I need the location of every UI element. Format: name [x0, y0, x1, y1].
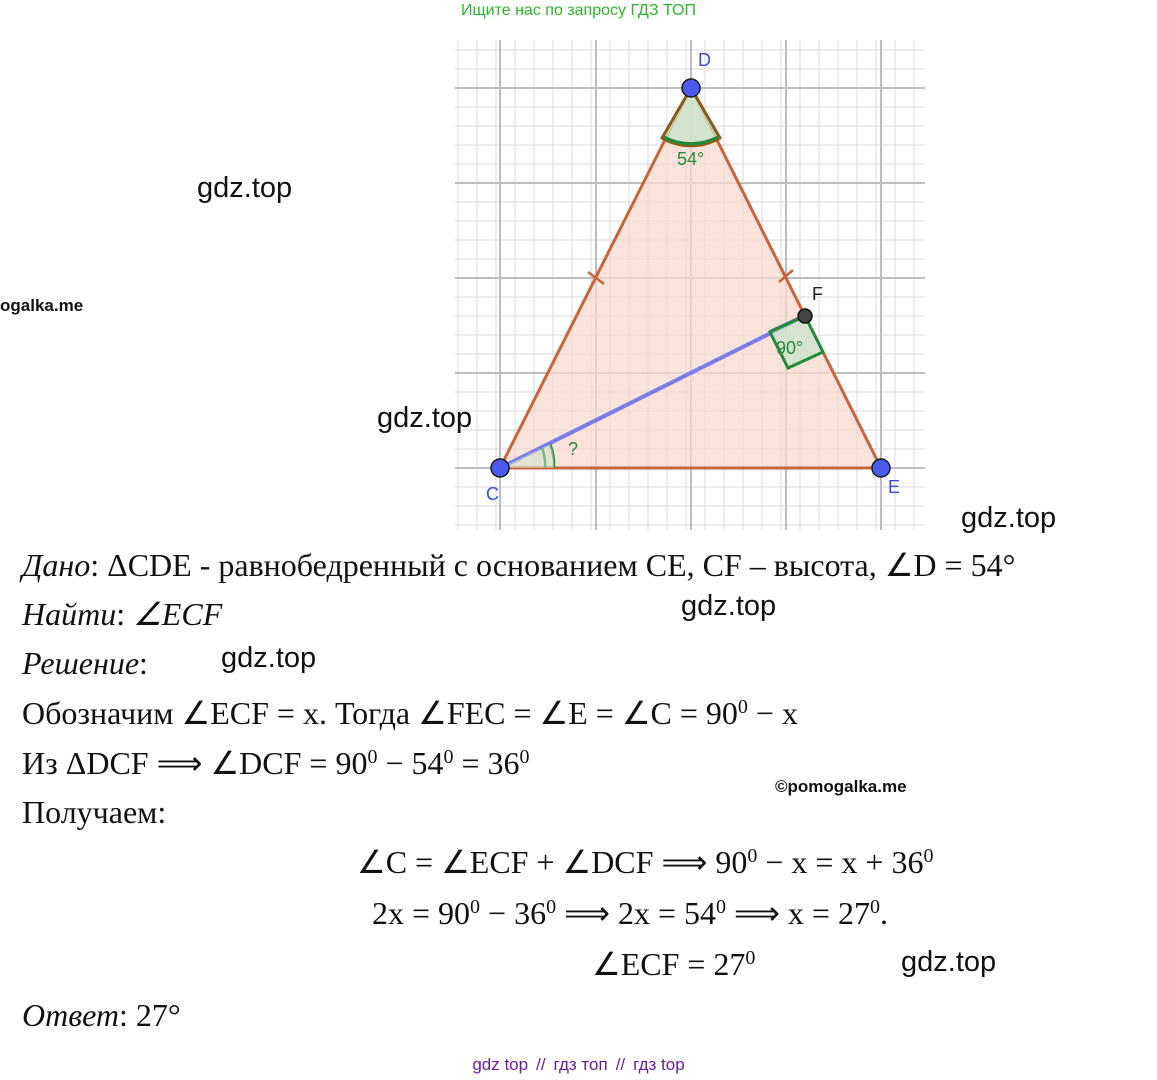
- degree: 0: [443, 746, 454, 768]
- answer-label: Ответ: [22, 997, 119, 1033]
- watermark-gdz-6: gdz.top: [901, 946, 997, 978]
- footer-link-1[interactable]: gdz top: [472, 1055, 529, 1074]
- eq1-line: [357, 842, 933, 882]
- watermark-gdz-3: gdz.top: [961, 502, 1057, 534]
- step3-line: Получаем:: [22, 794, 167, 830]
- watermark-gdz-5: gdz.top: [221, 642, 317, 674]
- watermark-gdz-4: gdz.top: [681, 590, 777, 622]
- find-line: Найти: ∠ECF: [22, 596, 223, 632]
- label-e: E: [888, 477, 901, 497]
- footer-link-3[interactable]: гдз top: [633, 1055, 685, 1074]
- step1-line: [22, 693, 798, 733]
- watermark-pomogalka: ©pomogalka.me: [775, 777, 907, 796]
- footer-link-2[interactable]: гдз топ: [553, 1055, 608, 1074]
- degree: 0: [470, 896, 481, 918]
- degree: 0: [367, 746, 378, 768]
- degree: 0: [716, 896, 727, 918]
- eq1-a: ∠C = ∠ECF + ∠DCF ⟹ 90: [357, 844, 748, 880]
- degree: 0: [745, 947, 756, 969]
- eq2-b: − 36: [480, 895, 547, 931]
- footer-links: [0, 1055, 1157, 1075]
- degree: 0: [546, 896, 557, 918]
- degree: 0: [869, 896, 880, 918]
- footer-sep: //: [615, 1055, 626, 1074]
- degree: 0: [737, 696, 748, 718]
- point-f: [798, 309, 812, 323]
- solution-line: Решение:: [22, 645, 148, 681]
- step2-b: − 54: [377, 745, 444, 781]
- label-d: D: [698, 50, 711, 70]
- given-text: ΔCDE - равнобедренный с основанием CE, CF – высота, ∠D = 54°: [107, 547, 1016, 583]
- label-c: C: [486, 484, 499, 504]
- given-line: Дано: ΔCDE - равнобедренный с основанием CE, CF – высота, ∠D = 54°: [22, 547, 1016, 583]
- step1-a: Обозначим ∠ECF = x. Тогда ∠FEC = ∠E = ∠C = 90: [22, 695, 738, 731]
- eq2-c: ⟹ 2x = 54: [556, 895, 717, 931]
- angle-c-label: ?: [568, 439, 579, 459]
- eq2-d: ⟹ x = 27: [726, 895, 870, 931]
- eq2-line: [372, 893, 888, 933]
- degree: 0: [747, 845, 758, 867]
- answer-value: 27°: [135, 997, 181, 1033]
- degree: 0: [519, 746, 530, 768]
- step2-a: Из ΔDCF ⟹ ∠DCF = 90: [22, 745, 368, 781]
- given-label: Дано: [22, 547, 91, 583]
- eq1-b: − x = x + 36: [757, 844, 924, 880]
- point-c: [491, 459, 509, 477]
- watermark-gdz-2: gdz.top: [377, 402, 473, 434]
- degree: 0: [923, 845, 934, 867]
- step2-line: [22, 743, 530, 783]
- triangle-diagram: [450, 30, 930, 535]
- watermark-gdz-1: gdz.top: [197, 172, 293, 204]
- point-d: [682, 79, 700, 97]
- watermark-pomogalka-cut: ogalka.me: [0, 296, 84, 315]
- answer-line: Ответ: 27°: [22, 997, 181, 1033]
- point-e: [872, 459, 890, 477]
- footer-sep: //: [536, 1055, 546, 1074]
- eq3-a: ∠ECF = 27: [592, 946, 746, 982]
- angle-d-label: 54°: [677, 149, 705, 169]
- angle-f-label: 90°: [776, 338, 804, 358]
- find-label: Найти: [22, 596, 117, 632]
- label-f: F: [812, 284, 823, 304]
- solution-label: Решение: [22, 645, 140, 681]
- step2-c: = 36: [453, 745, 520, 781]
- search-hint[interactable]: Ищите нас по запросу ГДЗ ТОП: [461, 2, 696, 19]
- find-text: ∠ECF: [133, 596, 223, 632]
- step1-b: − x: [747, 695, 798, 731]
- eq3-line: [592, 944, 755, 984]
- eq2-a: 2x = 90: [372, 895, 471, 931]
- eq2-e: .: [879, 895, 888, 931]
